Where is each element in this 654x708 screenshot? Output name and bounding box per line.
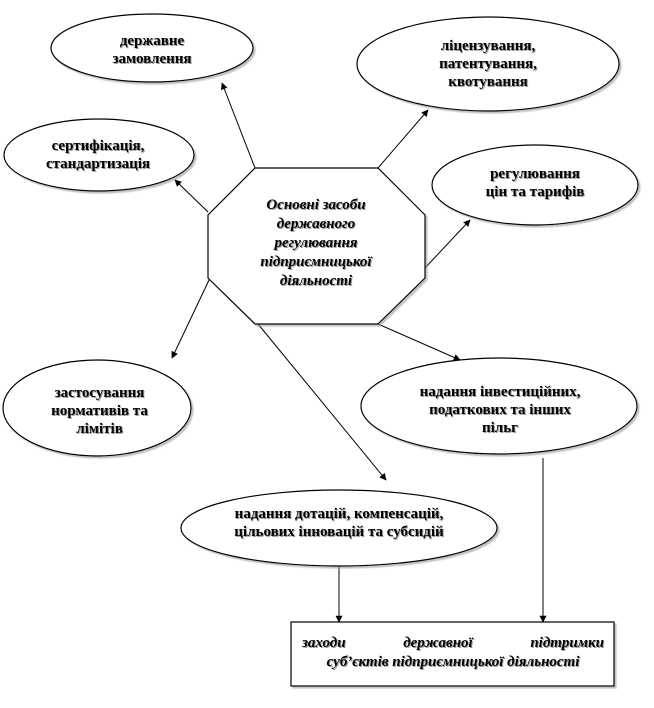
support-word-3: підтримки [530,635,604,651]
arrow-to-state-order [222,83,255,168]
price-regulation-label: регулювання цін та тарифів [485,166,585,200]
support-box-line1 [302,634,604,653]
certification-label: сертифікація, стандартизація [45,138,151,172]
subsidies-label: надання дотацій, компенсацій, цільових інновацій та субсидій [234,506,444,540]
arrow-to-norms [172,278,210,358]
central-title: Основні засоби державного регулювання підприємницької діяльності [260,197,372,289]
arrow-to-licensing [378,110,428,168]
support-box-text [302,634,604,672]
norms-label: застосування нормативів та лімітів [51,385,148,437]
support-word-2: державної [403,635,473,651]
support-word-1: заходи [302,635,346,651]
licensing-label: ліцензування, патентування, квотування [439,38,537,90]
support-box-line2: суб’єктів підприємницької діяльності [326,654,580,670]
arrow-to-price-regulation [425,220,470,268]
arrow-to-certification [175,180,208,212]
arrow-to-benefits [378,324,460,360]
benefits-label: надання інвестиційних, податкових та інших пільг [419,384,581,436]
state-order-label: державне замовлення [112,33,192,67]
